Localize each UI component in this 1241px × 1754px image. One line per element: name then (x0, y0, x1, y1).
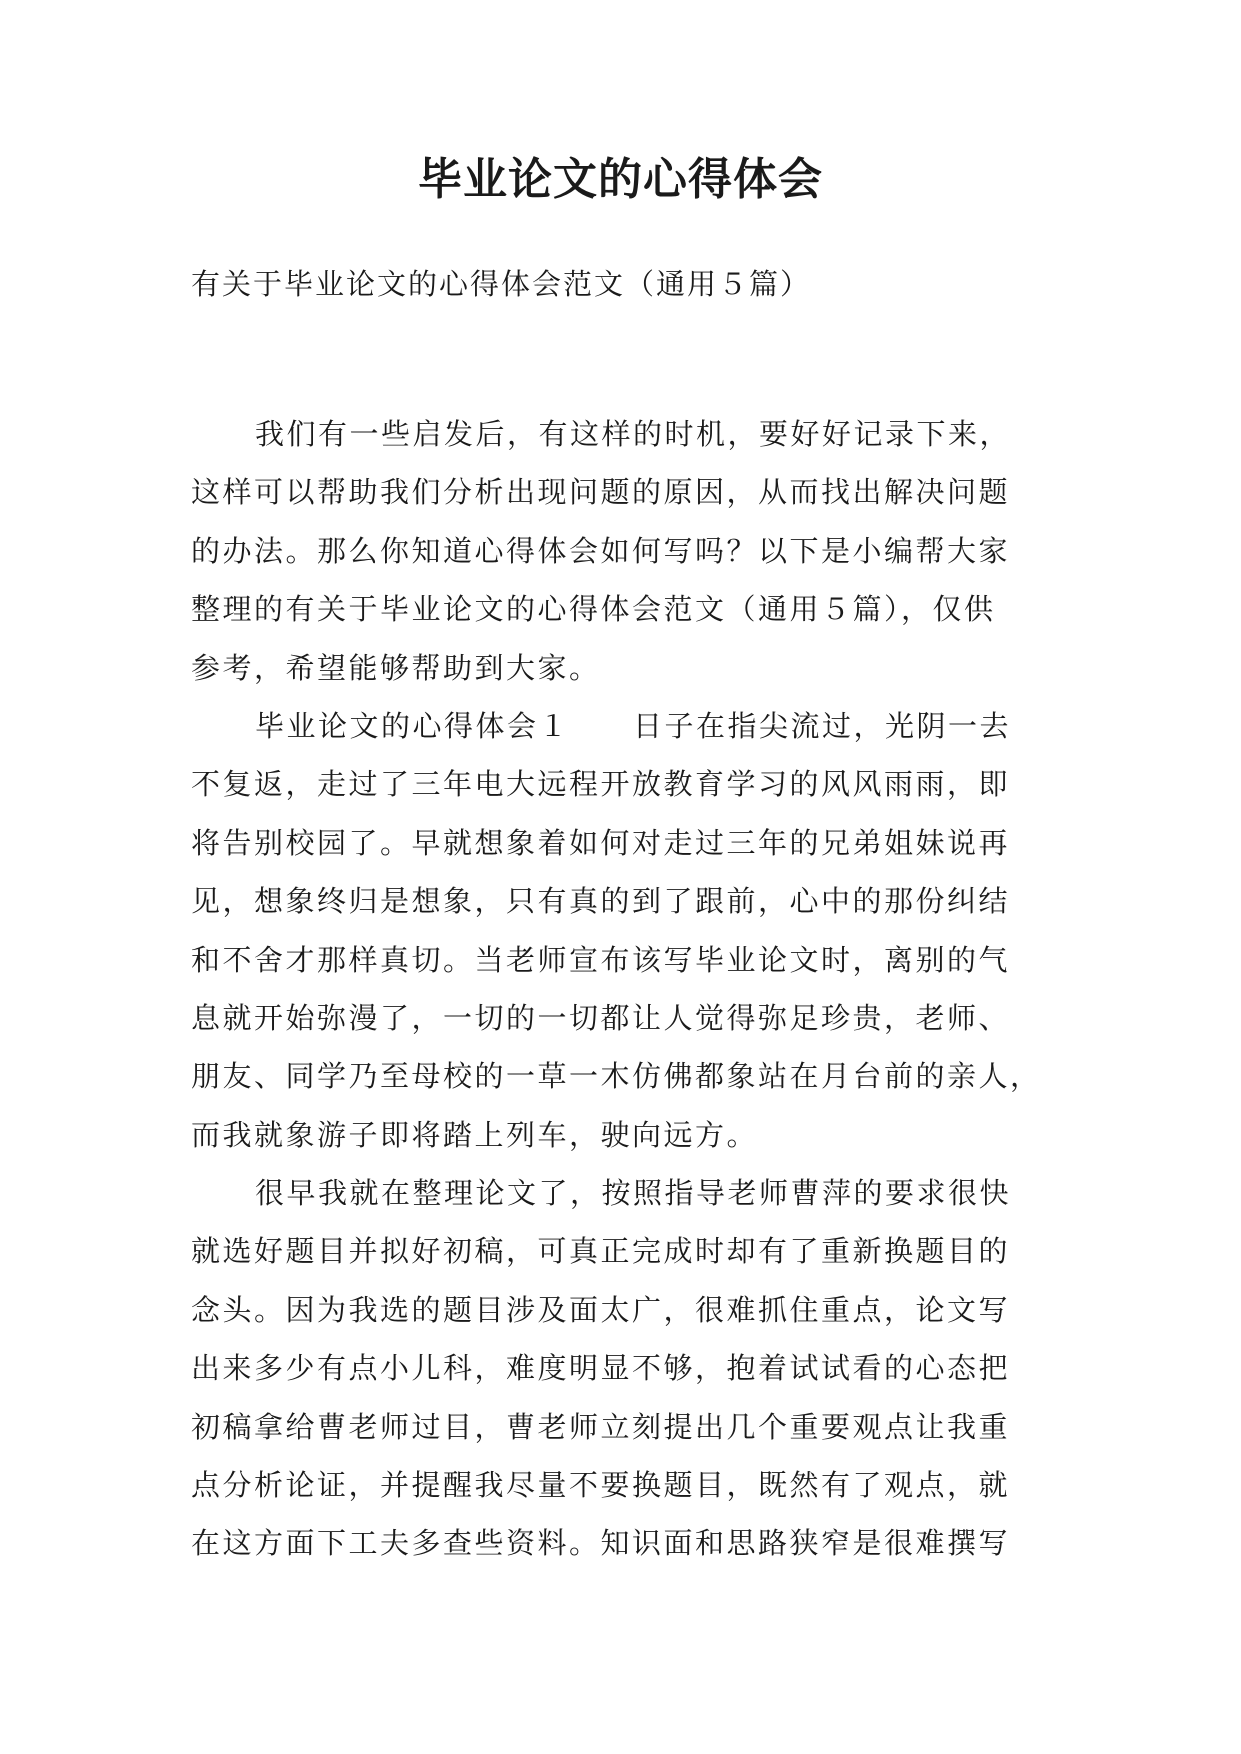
body-line: 将告别校园了。早就想象着如何对走过三年的兄弟姐妹说再 (191, 825, 1011, 860)
body-line: 就选好题目并拟好初稿，可真正完成时却有了重新换题目的 (191, 1234, 1011, 1269)
body-line: 朋友、同学乃至母校的一草一木仿佛都象站在月台前的亲人， (191, 1059, 1042, 1094)
body-line: 参考，希望能够帮助到大家。 (191, 650, 601, 685)
body-line: 整理的有关于毕业论文的心得体会范文（通用５篇），仅供 (191, 592, 996, 627)
document-body (191, 405, 1061, 1573)
body-line: 我们有一些启发后，有这样的时机，要好好记录下来， (255, 417, 1012, 451)
document-title: 毕业论文的心得体会 (418, 154, 823, 205)
body-line: 这样可以帮助我们分析出现问题的原因，从而找出解决问题 (191, 475, 1011, 510)
body-line: 在这方面下工夫多查些资料。知识面和思路狭窄是很难撰写 (191, 1526, 1011, 1561)
body-line: 出来多少有点小儿科，难度明显不够，抱着试试看的心态把 (191, 1351, 1011, 1386)
body-line: 念头。因为我选的题目涉及面太广，很难抓住重点，论文写 (191, 1292, 1011, 1327)
body-line: 见，想象终归是想象，只有真的到了跟前，心中的那份纠结 (191, 884, 1011, 919)
body-line: 毕业论文的心得体会１ 日子在指尖流过，光阴一去 (255, 708, 1012, 743)
body-line: 的办法。那么你知道心得体会如何写吗？以下是小编帮大家 (191, 533, 1011, 568)
body-line: 很早我就在整理论文了，按照指导老师曹萍的要求很快 (255, 1176, 1012, 1211)
body-line: 和不舍才那样真切。当老师宣布该写毕业论文时，离别的气 (191, 942, 1011, 977)
body-line: 而我就象游子即将踏上列车，驶向远方。 (191, 1117, 759, 1152)
body-line: 初稿拿给曹老师过目，曹老师立刻提出几个重要观点让我重 (191, 1409, 1011, 1444)
document-subtitle: 有关于毕业论文的心得体会范文（通用５篇） (191, 267, 812, 301)
body-line: 点分析论证，并提醒我尽量不要换题目，既然有了观点，就 (191, 1468, 1011, 1503)
body-line: 不复返，走过了三年电大远程开放教育学习的风风雨雨，即 (191, 767, 1011, 802)
body-line: 息就开始弥漫了，一切的一切都让人觉得弥足珍贵，老师、 (191, 1000, 1011, 1035)
